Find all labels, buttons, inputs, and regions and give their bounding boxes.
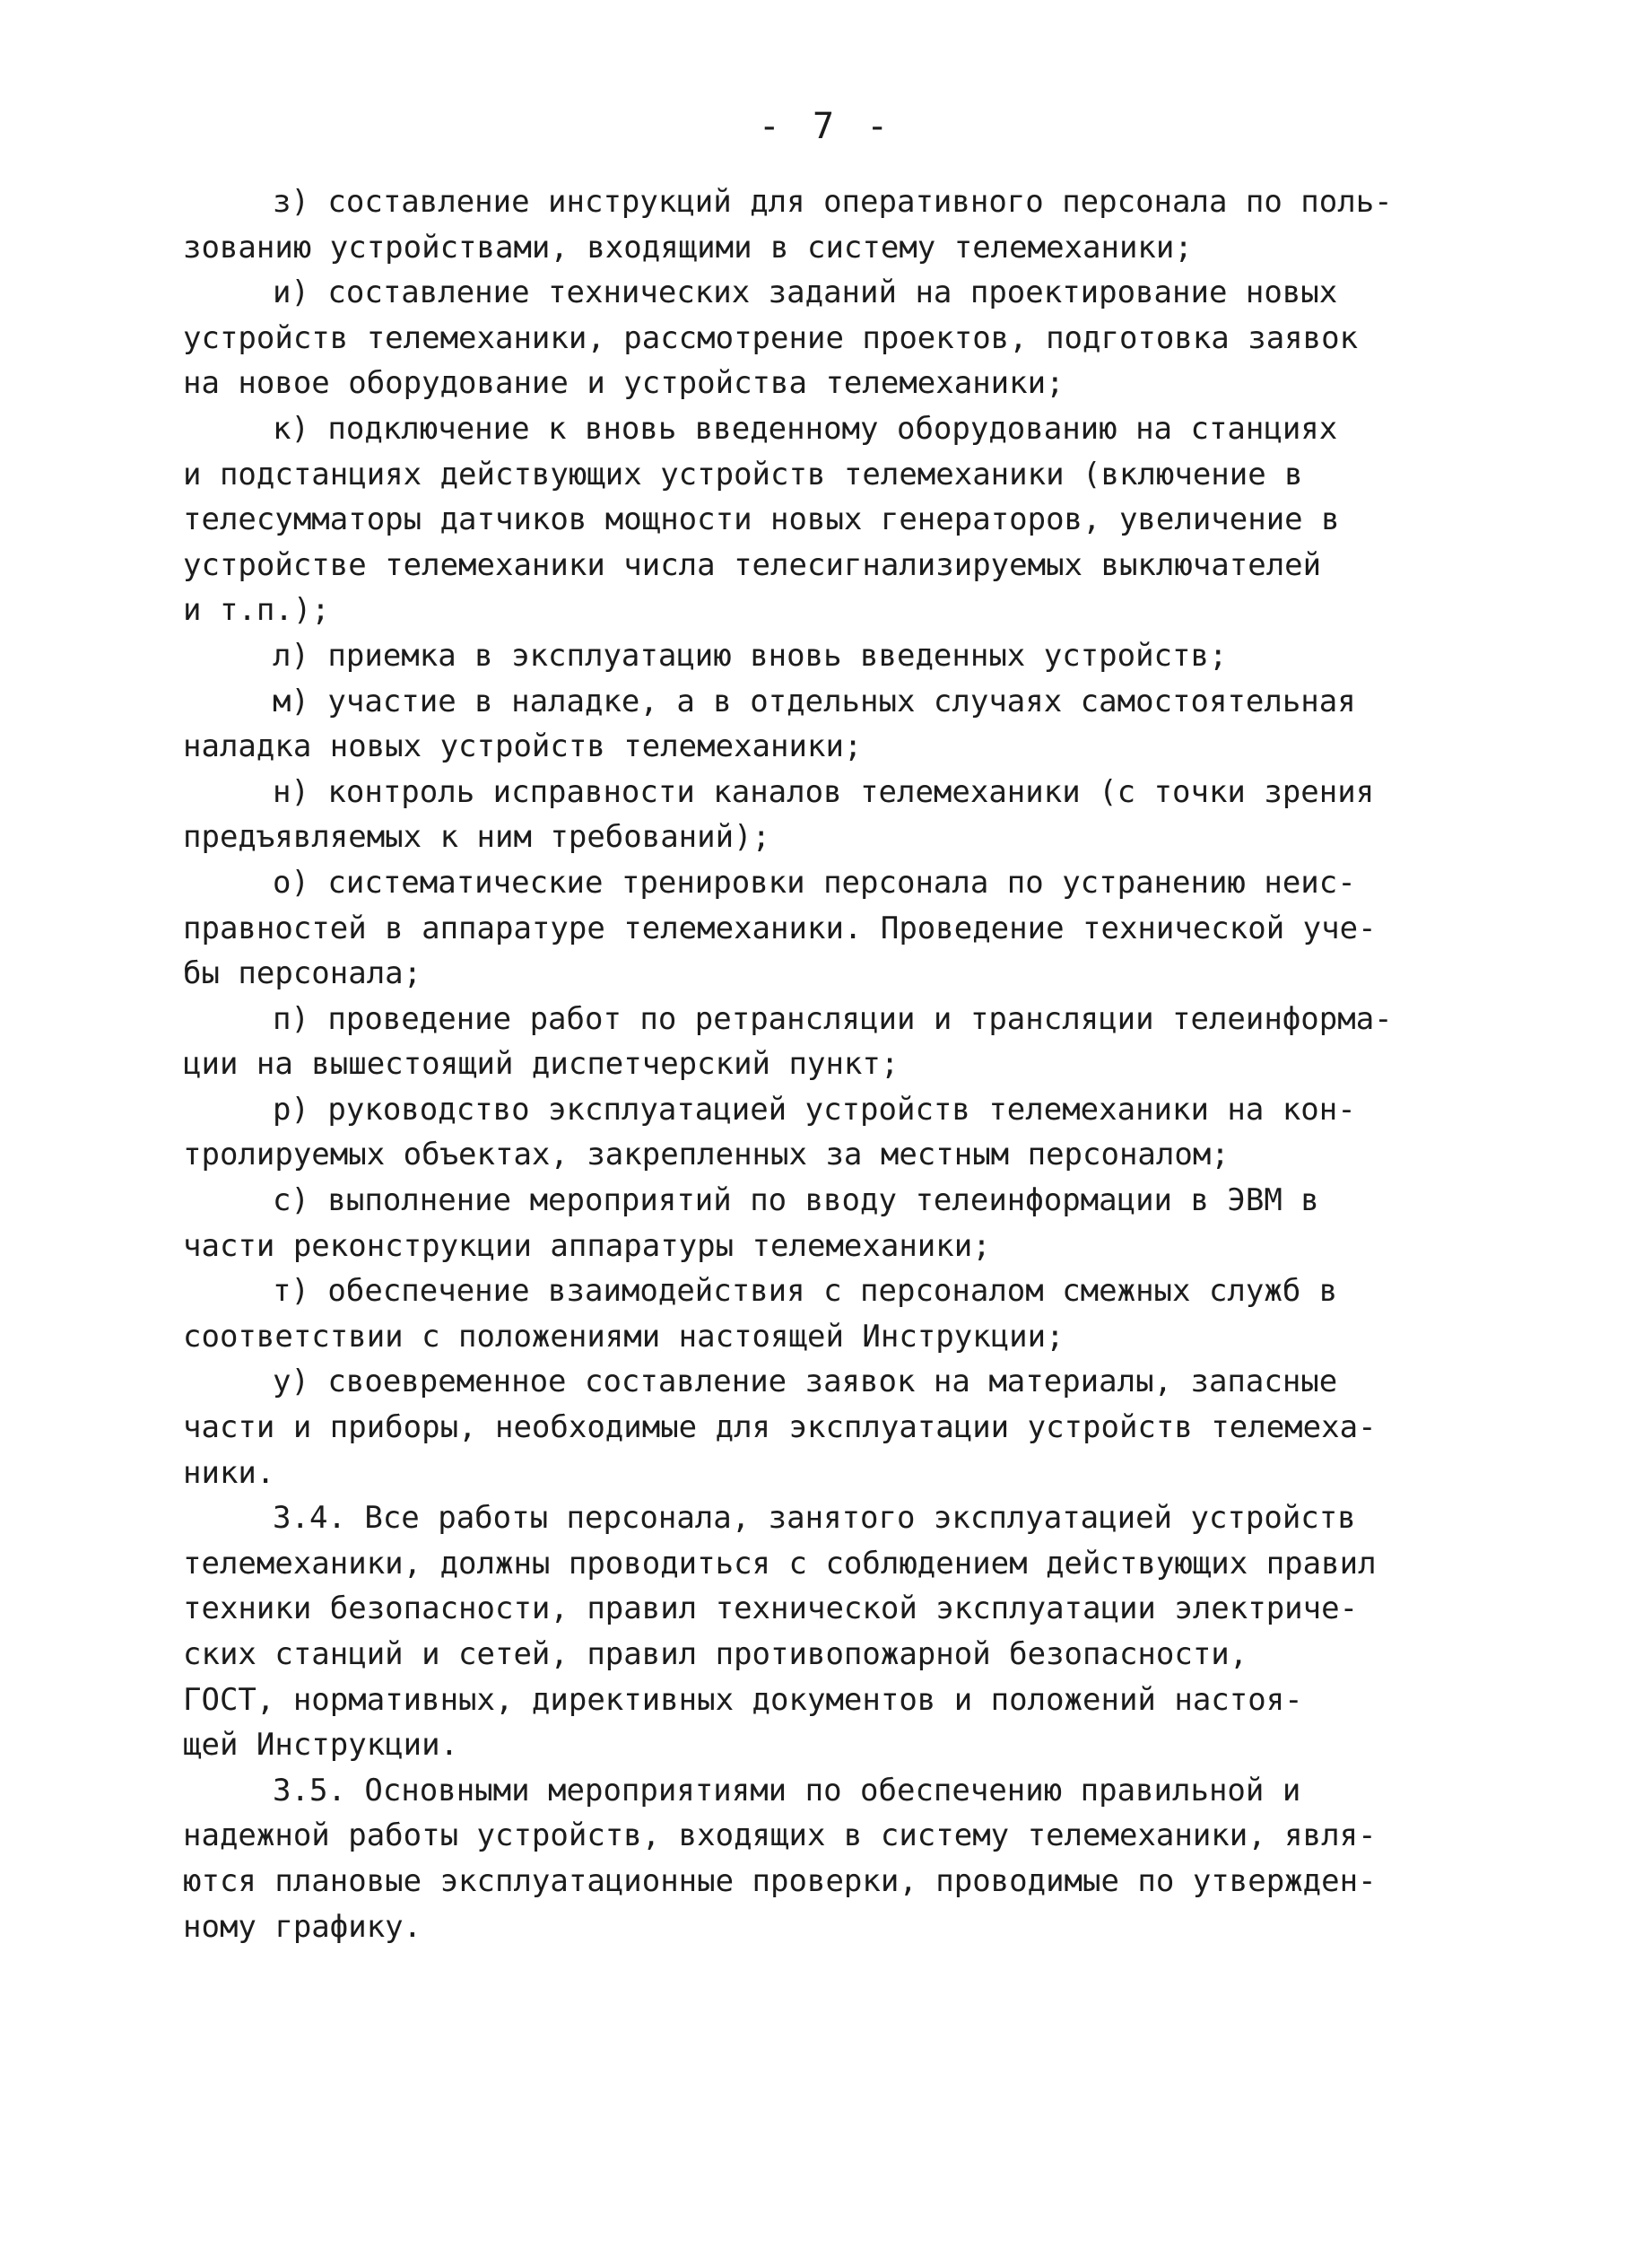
text-line: наладка новых устройств телемеханики;: [183, 728, 863, 765]
text-line: п) проведение работ по ретрансляции и трансляции телеинформа-: [273, 1000, 1393, 1037]
text-line: м) участие в наладке, а в отдельных случаях самостоятельная: [273, 683, 1356, 719]
text-line: н) контроль исправности каналов телемеханики (с точки зрения: [273, 773, 1375, 810]
text-line: ции на вышестоящий диспетчерский пункт;: [183, 1046, 900, 1083]
text-line: и) составление технических заданий на проектирование новых: [273, 275, 1338, 311]
text-line: бы персонала;: [183, 955, 422, 992]
text-line: к) подключение к вновь введенному оборудованию на станциях: [273, 410, 1338, 447]
text-line: и подстанциях действующих устройств телемеханики (включение в: [183, 456, 1303, 492]
text-line: т) обеспечение взаимодействия с персоналом смежных служб в: [273, 1273, 1338, 1310]
text-line: надежной работы устройств, входящих в систему телемеханики, явля-: [183, 1817, 1377, 1854]
page-number: - 7 -: [758, 106, 894, 147]
text-line: ских станций и сетей, правил противопожарной безопасности,: [183, 1636, 1248, 1672]
text-line: ному графику.: [183, 1908, 422, 1945]
text-line: 3.4. Все работы персонала, занятого эксплуатацией устройств: [273, 1500, 1356, 1537]
text-line: соответствии с положениями настоящей Инструкции;: [183, 1318, 1065, 1355]
text-line: тролируемых объектах, закрепленных за местным персоналом;: [183, 1137, 1230, 1173]
text-line: с) выполнение мероприятий по вводу телеинформации в ЭВМ в: [273, 1182, 1319, 1219]
text-line: техники безопасности, правил технической эксплуатации электриче-: [183, 1591, 1359, 1627]
text-line: телесумматоры датчиков мощности новых генераторов, увеличение в: [183, 501, 1340, 538]
text-line: предъявляемых к ним требований);: [183, 819, 771, 856]
text-line: л) приемка в эксплуатацию вновь введенных устройств;: [273, 637, 1228, 674]
text-line: ются плановые эксплуатационные проверки, проводимые по утвержден-: [183, 1862, 1377, 1899]
text-line: устройств телемеханики, рассмотрение проектов, подготовка заявок: [183, 319, 1359, 356]
text-line: части и приборы, необходимые для эксплуатации устройств телемеха-: [183, 1409, 1377, 1446]
text-line: устройстве телемеханики числа телесигнализируемых выключателей: [183, 546, 1322, 583]
text-line: на новое оборудование и устройства телемеханики;: [183, 365, 1065, 402]
text-line: зованию устройствами, входящими в систему телемеханики;: [183, 229, 1193, 266]
text-line: части реконструкции аппаратуры телемеханики;: [183, 1227, 991, 1264]
text-line: з) составление инструкций для оперативного персонала по поль-: [273, 184, 1393, 220]
text-line: и т.п.);: [183, 592, 330, 629]
text-line: 3.5. Основными мероприятиями по обеспечению правильной и: [273, 1772, 1301, 1808]
text-line: р) руководство эксплуатацией устройств телемеханики на кон-: [273, 1091, 1356, 1128]
text-line: щей Инструкции.: [183, 1727, 459, 1764]
text-line: о) систематические тренировки персонала по устранению неис-: [273, 864, 1356, 901]
text-line: телемеханики, должны проводиться с соблюдением действующих правил: [183, 1545, 1377, 1582]
text-line: у) своевременное составление заявок на материалы, запасные: [273, 1364, 1338, 1400]
text-line: ГОСТ, нормативных, директивных документов и положений настоя-: [183, 1681, 1303, 1718]
text-line: ники.: [183, 1454, 275, 1491]
body-text: [183, 179, 1439, 1949]
text-line: правностей в аппаратуре телемеханики. Проведение технической уче-: [183, 910, 1377, 946]
